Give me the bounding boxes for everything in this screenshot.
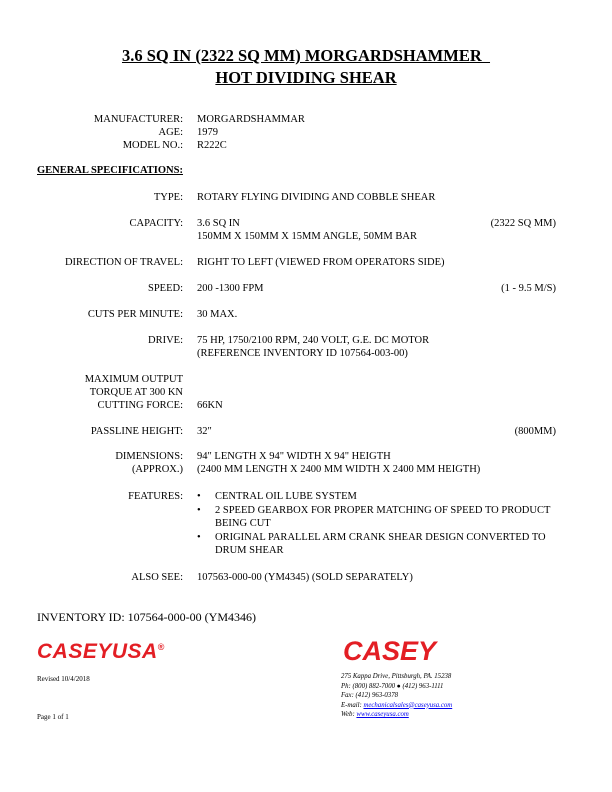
dimensions-value: 94" LENGTH X 94" WIDTH X 94" HEIGTH [197, 451, 391, 462]
passline-metric: (800MM) [514, 426, 556, 437]
type-label: TYPE: [153, 192, 183, 203]
phone: Ph: (800) 882-7000 ● (412) 963-1111 [341, 682, 444, 690]
age-value: 1979 [197, 127, 218, 138]
drive-value: 75 HP, 1750/2100 RPM, 240 VOLT, G.E. DC MOTOR [197, 335, 430, 346]
capacity-metric: (2322 SQ MM) [490, 218, 556, 229]
also-see-value: 107563-000-00 (YM4345) (SOLD SEPARATELY) [197, 572, 413, 583]
fax: Fax: (412) 963-0378 [341, 692, 399, 699]
caseyusa-logo: CASEYUSA® [37, 640, 165, 663]
manufacturer-value: MORGARDSHAMMAR [197, 114, 305, 125]
casey-logo: CASEY [343, 636, 437, 666]
feature-item-1: • CENTRAL OIL LUBE SYSTEM [197, 491, 357, 502]
page-number: Page 1 of 1 [37, 713, 69, 721]
bullet-icon: • [197, 491, 201, 502]
direction-label: DIRECTION OF TRAVEL: [64, 257, 183, 268]
feature-item-3: • ORIGINAL PARALLEL ARM CRANK SHEAR DESIGN CONVERTED TO DRUM SHEAR [197, 532, 546, 556]
speed-metric: (1 - 9.5 M/S) [501, 283, 556, 294]
cuts-value: 30 MAX. [197, 309, 238, 320]
dimensions-approx-label: (APPROX.) [131, 464, 183, 475]
address: 275 Kappa Drive, Pittsburgh, PA. 15238 [341, 673, 452, 680]
torque-label-2: TORQUE AT 300 KN [89, 387, 183, 398]
inventory-id: INVENTORY ID: 107564-000-00 (YM4346) [37, 610, 256, 624]
capacity-value-2: 150MM X 150MM X 15MM ANGLE, 50MM BAR [197, 231, 417, 242]
contact-block [341, 672, 452, 720]
torque-value: 66KN [197, 400, 223, 411]
manufacturer-label: MANUFACTURER: [93, 114, 183, 125]
features-label: FEATURES: [128, 491, 183, 502]
section-title: GENERAL SPECIFICATIONS: [37, 165, 183, 176]
drive-label: DRIVE: [148, 335, 183, 346]
also-see-label: ALSO SEE: [131, 572, 183, 583]
speed-label: SPEED: [147, 283, 183, 294]
email-link[interactable]: mechanicalsales@caseyusa.com [363, 701, 453, 709]
registered-mark: ® [157, 642, 165, 652]
torque-label-1: MAXIMUM OUTPUT [84, 374, 183, 385]
document-title-line1: 3.6 SQ IN (2322 SQ MM) MORGARDSHAMMER [121, 46, 491, 65]
capacity-value: 3.6 SQ IN [197, 218, 240, 229]
model-value: R222C [197, 140, 227, 151]
torque-label-3: CUTTING FORCE: [97, 400, 183, 411]
email-line: E-mail: mechanicalsales@caseyusa.com [341, 701, 453, 709]
passline-value: 32" [197, 426, 212, 437]
bullet-icon: • [197, 505, 201, 516]
web-line: Web: www.caseyusa.com [341, 711, 409, 718]
dimensions-value-2: (2400 MM LENGTH X 2400 MM WIDTH X 2400 MM HEIGTH) [197, 464, 481, 475]
document-title-line2: HOT DIVIDING SHEAR [215, 68, 397, 87]
speed-value: 200 -1300 FPM [197, 283, 264, 294]
direction-value: RIGHT TO LEFT (VIEWED FROM OPERATORS SIDE) [197, 257, 445, 268]
drive-value-2: (REFERENCE INVENTORY ID 107564-003-00) [197, 348, 408, 359]
capacity-label: CAPACITY: [129, 218, 183, 229]
type-value: ROTARY FLYING DIVIDING AND COBBLE SHEAR [197, 192, 436, 203]
age-label: AGE: [158, 127, 183, 138]
dimensions-label: DIMENSIONS: [115, 451, 183, 462]
web-link[interactable]: www.caseyusa.com [356, 711, 409, 718]
cuts-label: CUTS PER MINUTE: [87, 309, 183, 320]
feature-item-2: • 2 SPEED GEARBOX FOR PROPER MATCHING OF SPEED TO PRODUCT BEING CUT [197, 505, 551, 529]
passline-label: PASSLINE HEIGHT: [90, 426, 183, 437]
bullet-icon: • [197, 532, 201, 543]
model-label: MODEL NO.: [122, 140, 183, 151]
revised-date: Revised 10/4/2018 [37, 675, 90, 683]
